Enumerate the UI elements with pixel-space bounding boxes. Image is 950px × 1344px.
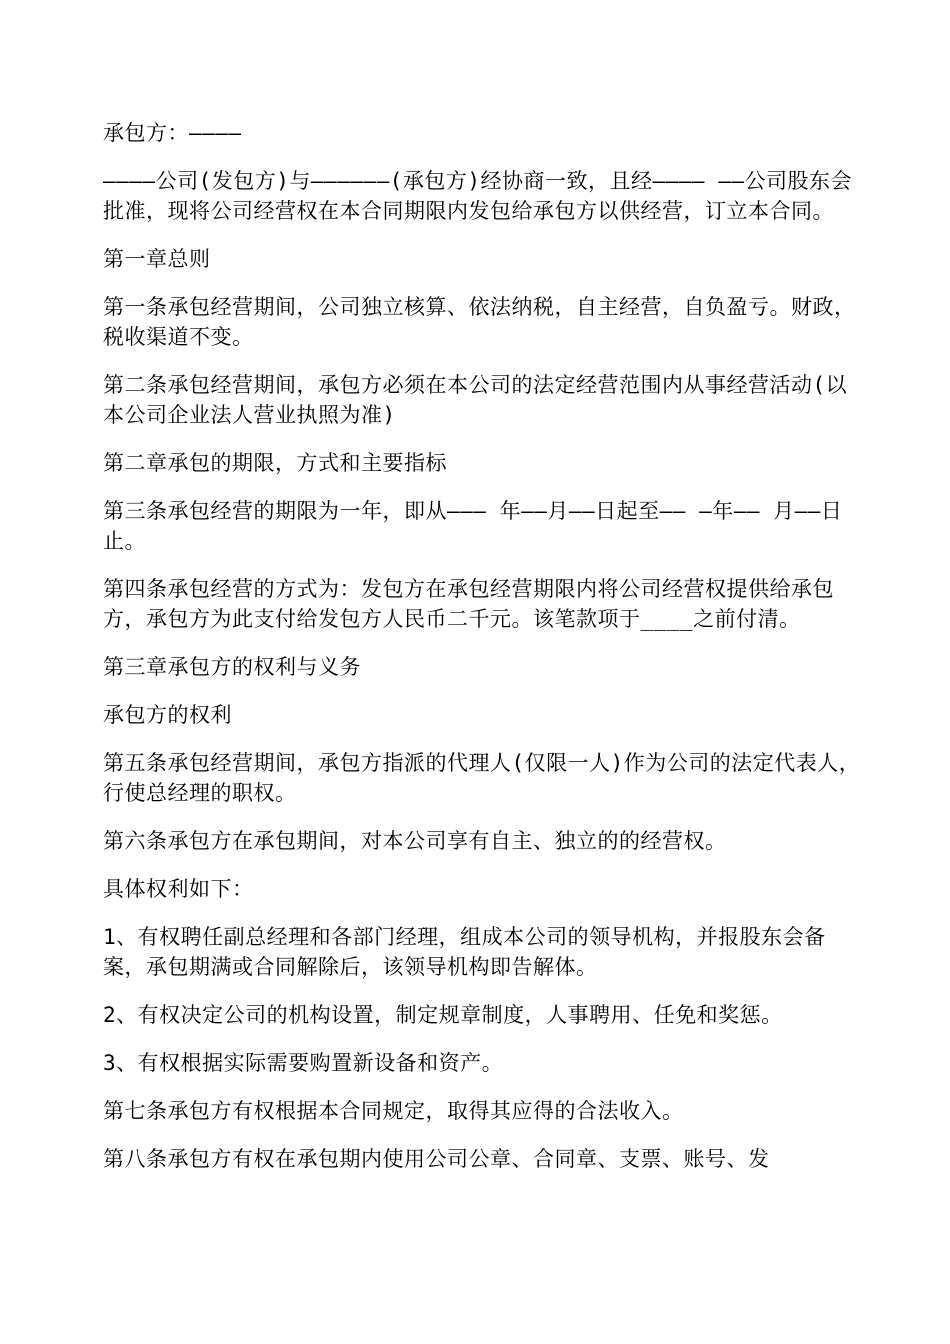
- article-6: 第六条承包方在承包期间，对本公司享有自主、独立的的经营权。: [103, 829, 727, 853]
- right-item-1: 1、有权聘任副总经理和各部门经理，组成本公司的领导机构，并报股东会备案，承包期满或合同解除后，该领导机构即告解体。: [103, 925, 826, 979]
- specific-rights-label: 具体权利如下：: [103, 877, 254, 901]
- article-1: 第一条承包经营期间，公司独立核算、依法纳税，自主经营，自负盈亏。财政，税收渠道不变。: [103, 295, 856, 349]
- chapter-3-heading: 第三章承包方的权利与义务: [103, 655, 361, 679]
- document-body: [103, 118, 863, 1192]
- article-8: 第八条承包方有权在承包期内使用公司公章、合同章、支票、账号、发: [103, 1147, 770, 1171]
- right-item-3: 3、有权根据实际需要购置新设备和资产。: [103, 1051, 504, 1075]
- article-3: 第三条承包经营的期限为一年，即从——— 年——月——日起至—— —年—— 月——日止。: [103, 499, 843, 553]
- contractor-label: 承包方：————: [103, 121, 242, 145]
- chapter-1-heading: 第一章总则: [103, 247, 211, 271]
- article-4: 第四条承包经营的方式为：发包方在承包经营期限内将公司经营权提供给承包方，承包方为此支付给发包方人民币二千元。该笔款项于____之前付清。: [103, 577, 834, 631]
- preamble-paragraph: ————公司(发包方)与——————(承包方)经协商一致，且经———— ——公司股东会批准，现将公司经营权在本合同期限内发包给承包方以供经营，订立本合同。: [103, 169, 853, 223]
- chapter-2-heading: 第二章承包的期限，方式和主要指标: [103, 451, 447, 475]
- article-5: 第五条承包经营期间，承包方指派的代理人(仅限一人)作为公司的法定代表人，行使总经理的职权。: [103, 751, 861, 805]
- article-2: 第二条承包经营期间，承包方必须在本公司的法定经营范围内从事经营活动(以本公司企业法人营业执照为准): [103, 373, 848, 427]
- right-item-2: 2、有权决定公司的机构设置，制定规章制度，人事聘用、任免和奖惩。: [103, 1003, 783, 1027]
- contractor-rights-heading: 承包方的权利: [103, 703, 232, 727]
- article-7: 第七条承包方有权根据本合同规定，取得其应得的合法收入。: [103, 1099, 684, 1123]
